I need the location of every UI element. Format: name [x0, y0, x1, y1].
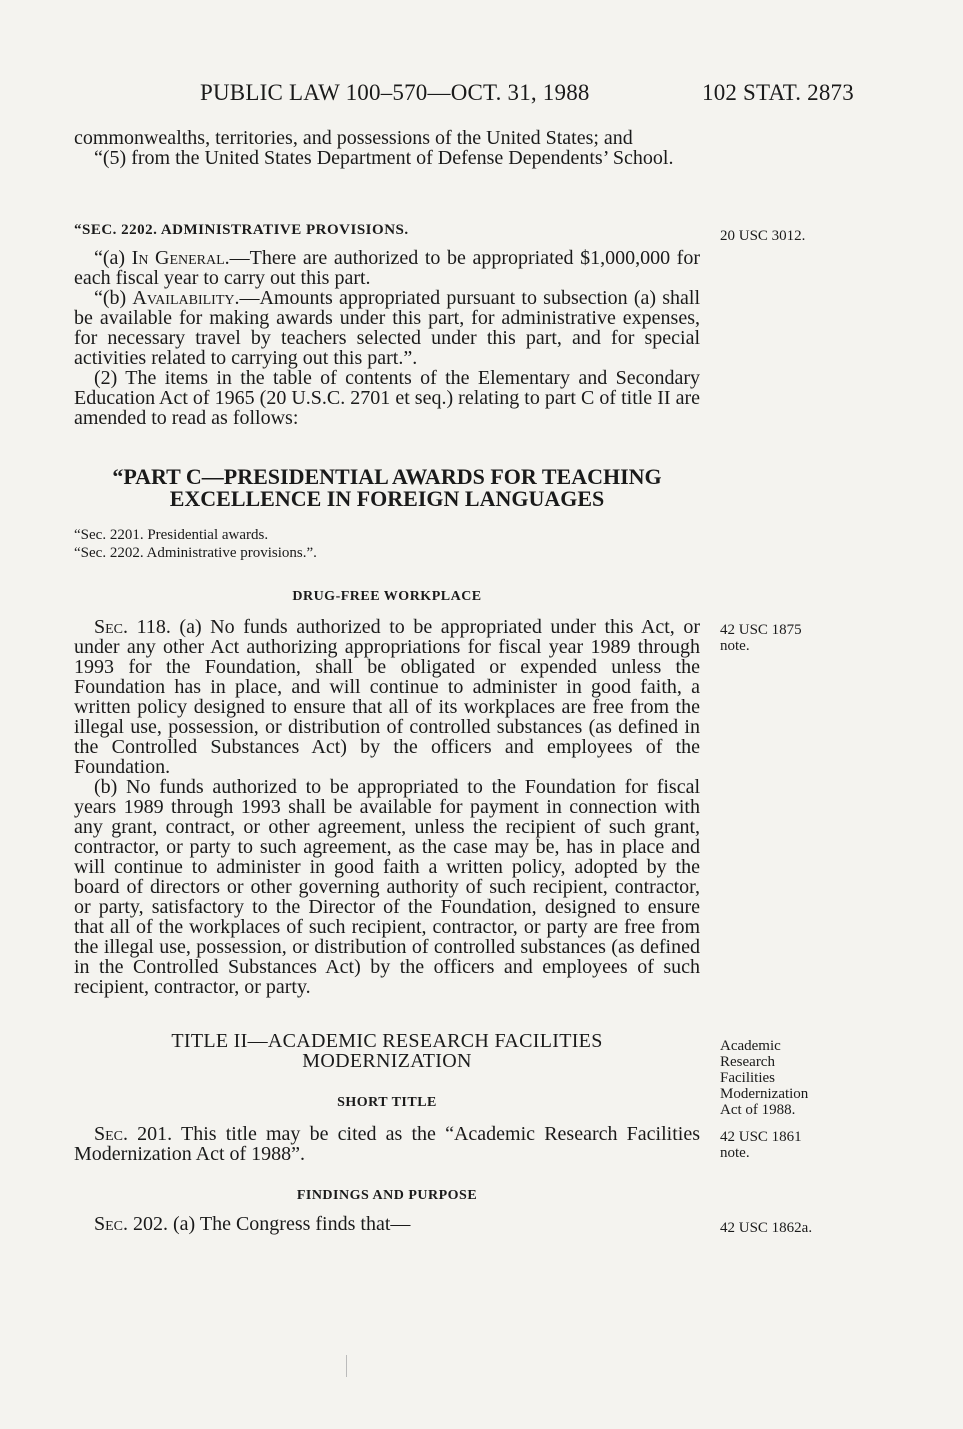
sec-118-label: Sec [94, 616, 124, 638]
paragraph-5: “(5) from the United States Department of Defense Dependents’ School. [94, 147, 674, 169]
sec-202-text: . 202. (a) The Congress finds that— [123, 1213, 411, 1235]
table-of-contents [74, 526, 700, 562]
sec-2202-heading: “SEC. 2202. ADMINISTRATIVE PROVISIONS. [74, 222, 409, 238]
margin-note-20usc3012: 20 USC 3012. [720, 228, 806, 244]
margin-note-42usc1861-line2: note. [720, 1145, 750, 1161]
sec-201-text: . 201. This title may be cited as the “Academic Research Facilities Modernization Act of 1988”. [74, 1123, 700, 1165]
toc-item-2201: “Sec. 2201. Presidential awards. [74, 527, 269, 543]
margin-note-42usc1875 [720, 622, 840, 654]
title-2-heading-line2: MODERNIZATION [302, 1050, 472, 1072]
margin-note-42usc1875-line1: 42 USC 1875 [720, 622, 802, 638]
margin-note-act-line3: Facilities [720, 1070, 775, 1086]
subsection-a-prefix: “(a) [94, 247, 132, 269]
margin-note-act-name [720, 1038, 840, 1118]
subsection-a-label: In General. [131, 247, 230, 269]
paragraph-2: (2) The items in the table of contents of the Elementary and Secondary Education Act of 1965 (20 U.S.C. 2701 et seq.) relating to part C of title II are amended to read as follows: [74, 367, 700, 429]
short-title-heading: SHORT TITLE [337, 1095, 437, 1110]
subsection-b [74, 288, 700, 368]
subsection-b-prefix: “(b) [94, 287, 133, 309]
margin-note-42usc1861 [720, 1129, 840, 1161]
toc-item-2202: “Sec. 2202. Administrative provisions.”. [74, 545, 317, 561]
running-header-left: PUBLIC LAW 100–570—OCT. 31, 1988 [200, 80, 590, 105]
sec-201-body [74, 1124, 700, 1164]
part-c-heading-line1: “PART C—PRESIDENTIAL AWARDS FOR TEACHING [112, 464, 662, 489]
continuation-text: commonwealths, territories, and possessions of the United States; and [74, 127, 633, 149]
subsection-b-text: —Amounts appropriated pursuant to subsection (a) shall be available for making awards under this part, for administrative expenses, for necessary travel by teachers selected under this part, and for special activities related to carrying out this part.”. [74, 287, 700, 369]
part-c-heading [74, 466, 700, 510]
sec-202-label: Sec [94, 1213, 124, 1235]
subsection-a [74, 248, 700, 288]
findings-heading: FINDINGS AND PURPOSE [296, 1188, 478, 1203]
sec-2202-body [74, 248, 700, 428]
sec-201-label: Sec [94, 1123, 124, 1145]
margin-note-42usc1862a: 42 USC 1862a. [720, 1220, 813, 1236]
title-2-heading [74, 1031, 700, 1071]
subsection-b-label: Availability. [132, 287, 240, 309]
sec-118-body [74, 617, 700, 997]
part-c-heading-line2: EXCELLENCE IN FOREIGN LANGUAGES [169, 486, 605, 511]
margin-note-act-line1: Academic [720, 1038, 781, 1054]
sec-202 [74, 1214, 700, 1234]
subsection-a-text: —There are authorized to be appropriated $1,000,000 for each fiscal year to carry out this part. [74, 247, 700, 289]
sec-201 [74, 1124, 700, 1164]
margin-note-act-line5: Act of 1988. [720, 1102, 796, 1118]
margin-note-act-line4: Modernization [720, 1086, 809, 1102]
sec-118-a [74, 617, 700, 777]
running-header-right: 102 STAT. 2873 [702, 80, 854, 105]
sec-118-b: (b) No funds authorized to be appropriated to the Foundation for fiscal years 1989 through 1993 shall be available for payment in connection with any grant, contract, or other agreement, unless the recipient of such grant, contractor, or party to such agreement, as the case may be, has in place and will continue to administer in good faith a written policy, adopted by the board of directors or other governing authority of such recipient, contractor, or party, satisfactory to the Director of the Foundation, designed to ensure that all of the workplaces of such recipient, contractor, or party are free from the illegal use, possession, or distribution of controlled substances (as defined in the Controlled Substances Act) by the officers and employees of such recipient, contractor, or party. [74, 776, 700, 998]
margin-note-42usc1861-line1: 42 USC 1861 [720, 1129, 802, 1145]
sec-202-body [74, 1214, 700, 1234]
continuation-block [74, 128, 700, 168]
margin-note-42usc1875-line2: note. [720, 638, 750, 654]
drug-free-heading: DRUG-FREE WORKPLACE [292, 589, 482, 604]
sec-118-a-text: . 118. (a) No funds authorized to be appropriated under this Act, or under any other Act authorizing appropriations for fiscal year 1989 through 1993 for the Foundation, shall be obligated or expended unless the Foundation has in place, and will continue to administer in good faith, a written policy designed to ensure that all of its workplaces are free from the illegal use, possession, or distribution of controlled substances (as defined in the Controlled Substances Act) by the officers and employees of the Foundation. [74, 616, 700, 778]
scan-mark [346, 1355, 347, 1377]
title-2-heading-line1: TITLE II—ACADEMIC RESEARCH FACILITIES [171, 1030, 603, 1052]
margin-note-act-line2: Research [720, 1054, 775, 1070]
